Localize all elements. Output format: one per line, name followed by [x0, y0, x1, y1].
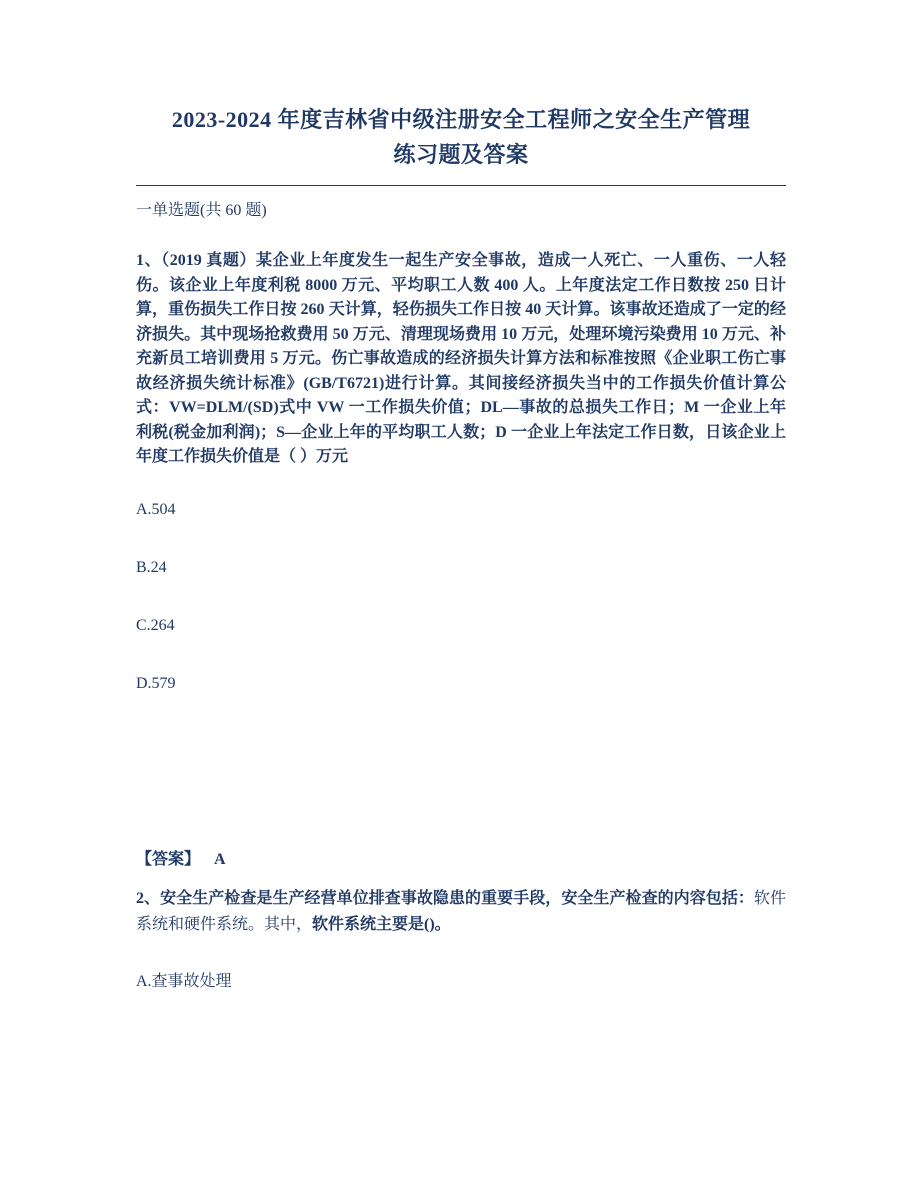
title-divider — [136, 185, 786, 186]
question-2-part-2: 软件系统和硬件系统。其中， — [136, 889, 786, 933]
page-title — [136, 102, 786, 172]
question-2-option-a: A.查事故处理 — [136, 972, 232, 990]
answer-label: 【答案】 — [136, 850, 201, 868]
option-d: D.579 — [136, 674, 176, 692]
answer-row — [136, 850, 786, 870]
page-title-line-2: 练习题及答案 — [393, 142, 529, 167]
option-a: A.504 — [136, 500, 176, 518]
question-2-part-1: 2、安全生产检查是生产经营单位排查事故隐患的重要手段，安全生产检查的内容包括： — [136, 889, 754, 907]
option-b: B.24 — [136, 558, 167, 576]
page-title-line-1: 2023-2024 年度吉林省中级注册安全工程师之安全生产管理 — [171, 107, 751, 132]
question-2-text — [136, 886, 786, 938]
option-c: C.264 — [136, 616, 175, 634]
question-2-part-3: 软件系统主要是()。 — [312, 915, 451, 933]
section-header: 一单选题(共 60 题) — [136, 202, 267, 219]
question-1-options — [136, 500, 786, 694]
question-1-text: 1、（2019 真题）某企业上年度发生一起生产安全事故，造成一人死亡、一人重伤、一人轻伤。该企业上年度利税 8000 万元、平均职工人数 400 人。上年度法定工作日数按 250 日计算，重伤损失工作日按 260 天计算，轻伤损失工作日按 40 天计算。该事故还造成了一定的经济损失。其中现场抢救费用 50 万元、清理现场费用 10 万元，处理环境污染费用 10 万元、补充新员工培训费用 5 万元。伤亡事故造成的经济损失计算方法和标准按照《企业职工伤亡事故经济损失统计标准》(GB/T6721)进行计算。其间接经济损失当中的工作损失价值计算公式：VW=DLM/(SD)式中 VW 一工作损失价值；DL—事故的总损失工作日；M 一企业上年利税(税金加利润)；S—企业上年的平均职工人数；D 一企业上年法定工作日数，日该企业上年度工作损失价值是（ ）万元 — [136, 252, 786, 465]
answer-value: A — [214, 850, 226, 868]
